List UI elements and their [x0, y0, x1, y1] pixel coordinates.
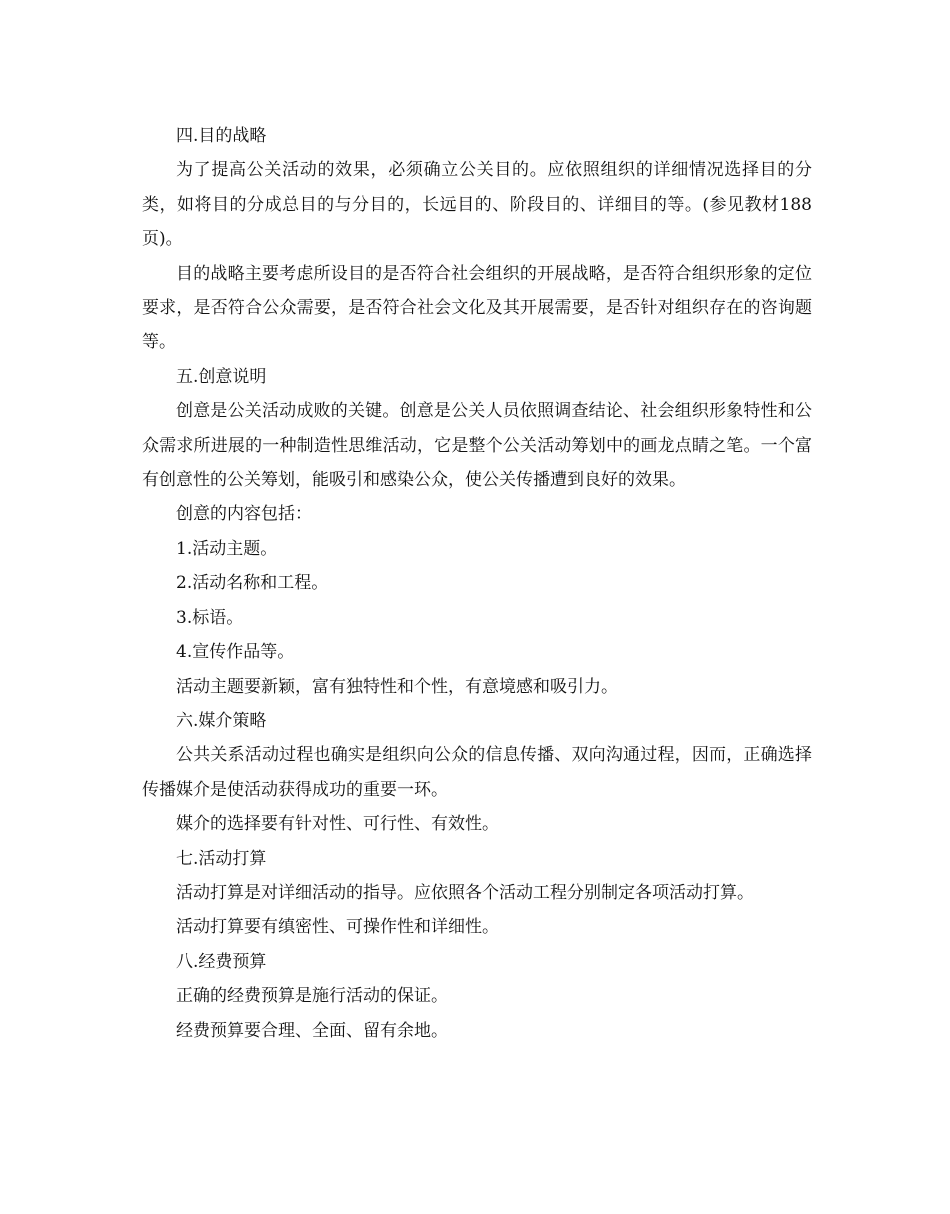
paragraph: 活动打算要有缜密性、可操作性和详细性。	[176, 917, 499, 938]
heading-creative-description: 五.创意说明	[176, 366, 267, 387]
paragraph: 媒介的选择要有针对性、可行性、有效性。	[176, 814, 499, 835]
paragraph: 目的战略主要考虑所设目的是否符合社会组织的开展战略，是否符合组织形象的定位要求，是否符合公众需要，是否符合社会文化及其开展需要，是否针对组织存在的咨询题等。	[142, 263, 812, 353]
heading-media-strategy: 六.媒介策略	[176, 710, 267, 731]
list-item: 1.活动主题。	[176, 538, 278, 559]
heading-budget: 八.经费预算	[176, 951, 267, 972]
heading-objective-strategy: 四.目的战略	[176, 126, 267, 146]
paragraph: 公共关系活动过程也确实是组织向公众的信息传播、双向沟通过程，因而，正确选择传播媒介是使活动获得成功的重要一环。	[142, 745, 812, 800]
heading-activity-plan: 七.活动打算	[176, 848, 267, 869]
paragraph: 为了提高公关活动的效果，必须确立公关目的。应依照组织的详细情况选择目的分类，如将目的分成总目的与分目的，长远目的、阶段目的、详细目的等。(参见教材188页)。	[142, 160, 812, 250]
paragraph: 创意是公关活动成败的关键。创意是公关人员依照调查结论、社会组织形象特性和公众需求所进展的一种制造性思维活动，它是整个公关活动筹划中的画龙点睛之笔。一个富有创意性的公关筹划，能吸引和感染公众，使公关传播遭到良好的效果。	[142, 401, 812, 491]
paragraph: 经费预算要合理、全面、留有余地。	[176, 1020, 448, 1041]
list-item: 4.宣传作品等。	[176, 642, 295, 663]
paragraph: 创意的内容包括：	[176, 504, 312, 525]
paragraph: 正确的经费预算是施行活动的保证。	[176, 986, 448, 1007]
list-item: 3.标语。	[176, 607, 244, 628]
list-item: 2.活动名称和工程。	[176, 573, 329, 594]
paragraph: 活动主题要新颖，富有独特性和个性，有意境感和吸引力。	[176, 676, 618, 697]
document-body	[142, 119, 812, 1048]
paragraph: 活动打算是对详细活动的指导。应依照各个活动工程分别制定各项活动打算。	[176, 882, 754, 903]
